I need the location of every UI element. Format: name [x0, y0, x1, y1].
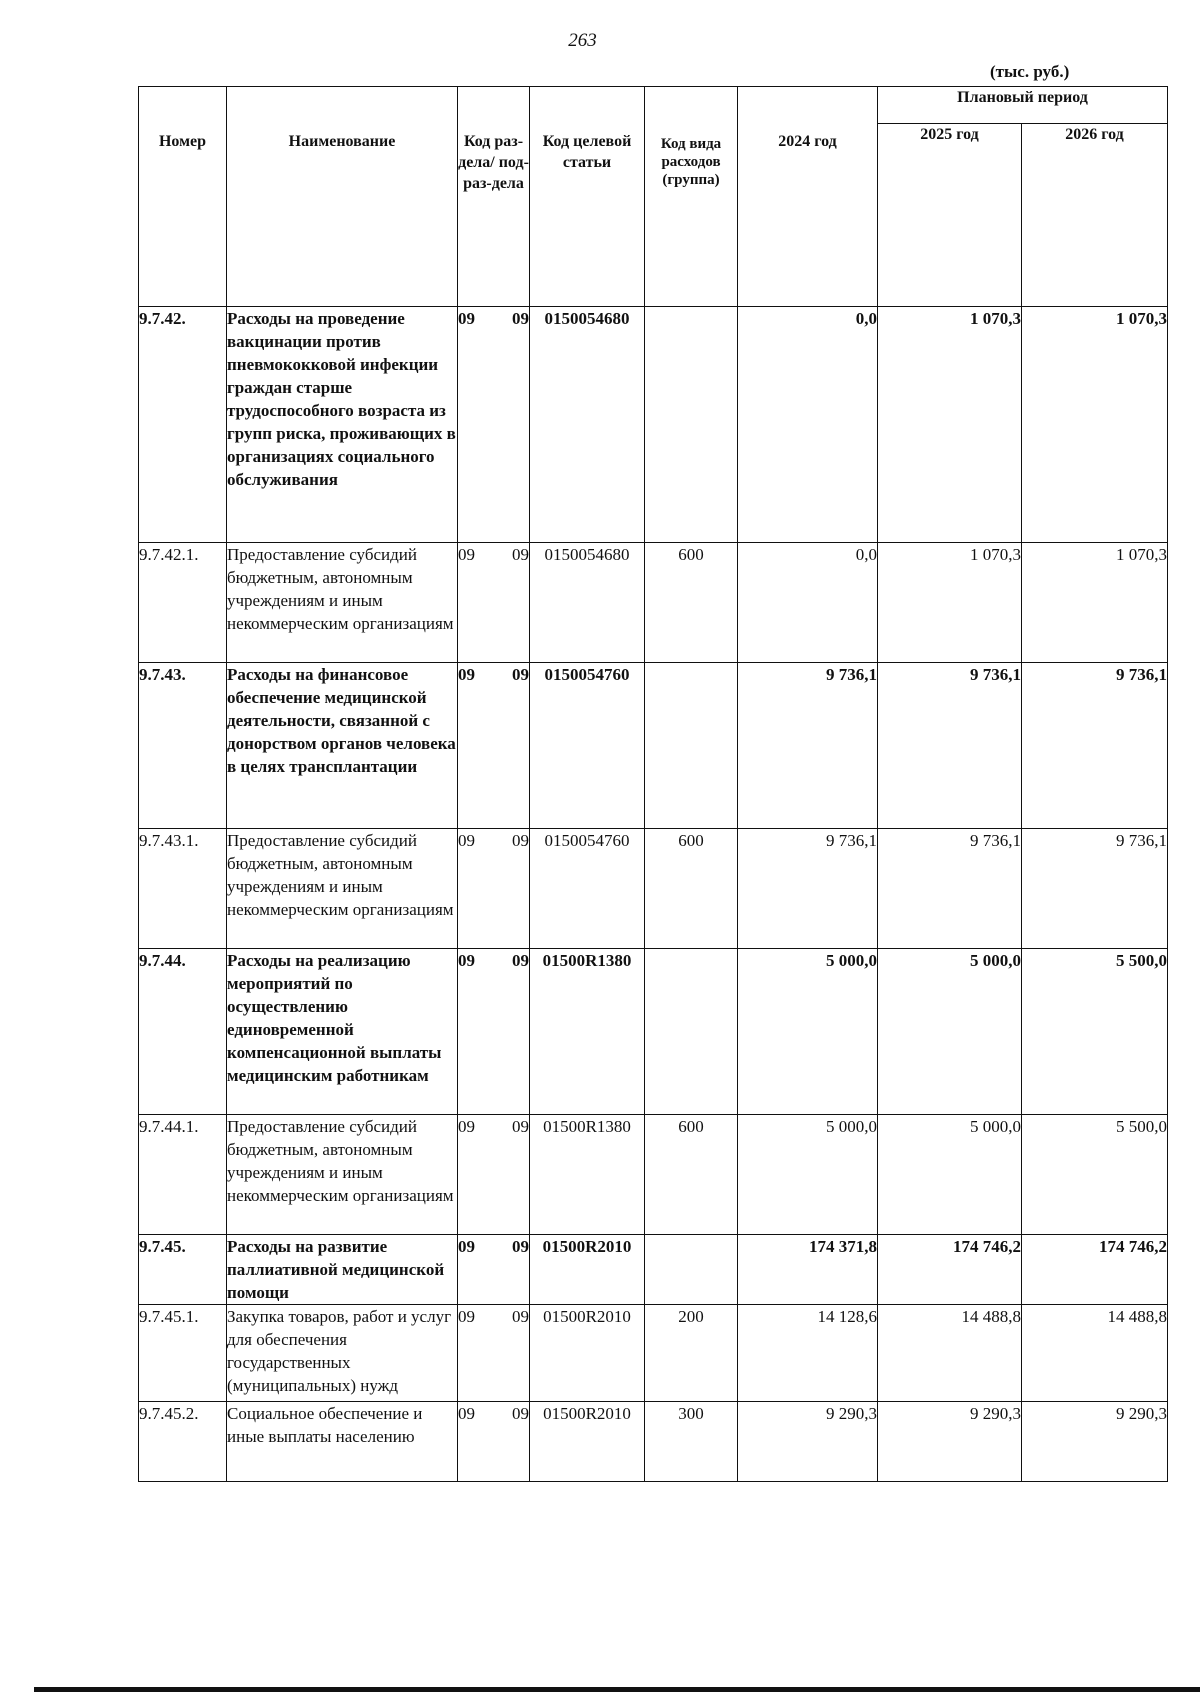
row-amount-2025: 9 736,1 [878, 829, 1022, 949]
row-target-code: 01500R2010 [530, 1235, 645, 1305]
row-name: Расходы на проведение вакцинации против пневмококковой инфекции граждан старше трудоспособного возраста из групп риска, проживающих в организациях социального обслуживания [227, 307, 458, 543]
row-amount-2024: 174 371,8 [738, 1235, 878, 1305]
row-amount-2026: 1 070,3 [1022, 543, 1168, 663]
row-amount-2025: 9 290,3 [878, 1402, 1022, 1482]
row-expense-code [645, 307, 738, 543]
subsection-code: 09 [512, 951, 529, 970]
row-amount-2024: 9 736,1 [738, 663, 878, 829]
row-amount-2026: 1 070,3 [1022, 307, 1168, 543]
row-amount-2026: 5 500,0 [1022, 949, 1168, 1115]
row-number: 9.7.43. [139, 663, 227, 829]
row-amount-2025: 14 488,8 [878, 1305, 1022, 1402]
row-expense-code [645, 1235, 738, 1305]
row-target-code: 01500R2010 [530, 1402, 645, 1482]
row-expense-code [645, 949, 738, 1115]
row-name: Закупка товаров, работ и услуг для обеспечения государственных (муниципальных) нужд [227, 1305, 458, 1402]
row-section-code [458, 1115, 530, 1235]
row-amount-2024: 5 000,0 [738, 1115, 878, 1235]
row-expense-code: 200 [645, 1305, 738, 1402]
row-name: Предоставление субсидий бюджетным, автономным учреждениям и иным некоммерческим организациям [227, 543, 458, 663]
subsection-code: 09 [512, 309, 529, 328]
header-year-2026: 2026 год [1022, 124, 1168, 307]
header-section-code: Код раз-дела/ под-раз-дела [458, 87, 530, 307]
row-amount-2026: 9 290,3 [1022, 1402, 1168, 1482]
row-name: Социальное обеспечение и иные выплаты населению [227, 1402, 458, 1482]
row-expense-code: 600 [645, 829, 738, 949]
row-amount-2025: 1 070,3 [878, 543, 1022, 663]
row-amount-2025: 174 746,2 [878, 1235, 1022, 1305]
header-target-code: Код целевой статьи [530, 87, 645, 307]
section-code: 09 [458, 951, 475, 970]
unit-label: (тыс. руб.) [990, 62, 1070, 81]
row-expense-code: 600 [645, 543, 738, 663]
row-section-code [458, 1305, 530, 1402]
row-expense-code [645, 663, 738, 829]
subsection-code: 09 [512, 1307, 529, 1326]
row-amount-2024: 0,0 [738, 307, 878, 543]
row-amount-2024: 5 000,0 [738, 949, 878, 1115]
table-header [139, 87, 1168, 307]
row-section-code [458, 543, 530, 663]
subsection-code: 09 [512, 831, 529, 850]
row-amount-2025: 9 736,1 [878, 663, 1022, 829]
table-row [139, 663, 1168, 829]
row-amount-2025: 5 000,0 [878, 1115, 1022, 1235]
row-number: 9.7.44.1. [139, 1115, 227, 1235]
row-name: Предоставление субсидий бюджетным, автономным учреждениям и иным некоммерческим организациям [227, 829, 458, 949]
row-target-code: 01500R1380 [530, 1115, 645, 1235]
header-planning-period: Плановый период [878, 87, 1168, 124]
row-number: 9.7.45. [139, 1235, 227, 1305]
header-name: Наименование [227, 87, 458, 307]
subsection-code: 09 [512, 1237, 529, 1256]
table-row [139, 1235, 1168, 1305]
row-number: 9.7.45.1. [139, 1305, 227, 1402]
row-number: 9.7.42.1. [139, 543, 227, 663]
subsection-code: 09 [512, 1117, 529, 1136]
row-section-code [458, 1402, 530, 1482]
subsection-code: 09 [512, 1404, 529, 1423]
table-row [139, 1305, 1168, 1402]
table-row [139, 829, 1168, 949]
row-section-code [458, 307, 530, 543]
table-row [139, 1402, 1168, 1482]
row-target-code: 0150054680 [530, 307, 645, 543]
row-section-code [458, 1235, 530, 1305]
subsection-code: 09 [512, 545, 529, 564]
header-expense-code: Код вида расходов (группа) [645, 87, 738, 307]
header-number: Номер [139, 87, 227, 307]
subsection-code: 09 [512, 665, 529, 684]
row-target-code: 0150054760 [530, 829, 645, 949]
row-amount-2026: 9 736,1 [1022, 829, 1168, 949]
row-amount-2024: 9 290,3 [738, 1402, 878, 1482]
table-row [139, 1115, 1168, 1235]
row-number: 9.7.45.2. [139, 1402, 227, 1482]
header-year-2024: 2024 год [738, 87, 878, 307]
row-target-code: 01500R1380 [530, 949, 645, 1115]
row-expense-code: 600 [645, 1115, 738, 1235]
table-row [139, 949, 1168, 1115]
row-section-code [458, 829, 530, 949]
row-amount-2026: 5 500,0 [1022, 1115, 1168, 1235]
row-amount-2024: 14 128,6 [738, 1305, 878, 1402]
row-number: 9.7.42. [139, 307, 227, 543]
section-code: 09 [458, 309, 475, 328]
row-number: 9.7.43.1. [139, 829, 227, 949]
row-amount-2025: 5 000,0 [878, 949, 1022, 1115]
row-amount-2026: 9 736,1 [1022, 663, 1168, 829]
section-code: 09 [458, 1307, 475, 1326]
table-row [139, 307, 1168, 543]
row-amount-2024: 0,0 [738, 543, 878, 663]
row-name: Расходы на реализацию мероприятий по осуществлению единовременной компенсационной выплаты медицинским работникам [227, 949, 458, 1115]
row-target-code: 01500R2010 [530, 1305, 645, 1402]
row-number: 9.7.44. [139, 949, 227, 1115]
row-amount-2026: 14 488,8 [1022, 1305, 1168, 1402]
row-name: Расходы на развитие паллиативной медицинской помощи [227, 1235, 458, 1305]
row-expense-code: 300 [645, 1402, 738, 1482]
row-amount-2024: 9 736,1 [738, 829, 878, 949]
page-number: 263 [568, 30, 597, 51]
header-year-2025: 2025 год [878, 124, 1022, 307]
row-amount-2025: 1 070,3 [878, 307, 1022, 543]
row-name: Расходы на финансовое обеспечение медицинской деятельности, связанной с донорством органов человека в целях трансплантации [227, 663, 458, 829]
section-code: 09 [458, 1237, 475, 1256]
table-row [139, 543, 1168, 663]
section-code: 09 [458, 1404, 475, 1423]
row-section-code [458, 949, 530, 1115]
section-code: 09 [458, 831, 475, 850]
section-code: 09 [458, 665, 475, 684]
budget-table [138, 86, 1168, 1482]
row-section-code [458, 663, 530, 829]
row-name: Предоставление субсидий бюджетным, автономным учреждениям и иным некоммерческим организациям [227, 1115, 458, 1235]
section-code: 09 [458, 1117, 475, 1136]
row-target-code: 0150054680 [530, 543, 645, 663]
table-body [139, 307, 1168, 1482]
row-target-code: 0150054760 [530, 663, 645, 829]
section-code: 09 [458, 545, 475, 564]
page-bottom-rule [34, 1687, 1200, 1692]
row-amount-2026: 174 746,2 [1022, 1235, 1168, 1305]
